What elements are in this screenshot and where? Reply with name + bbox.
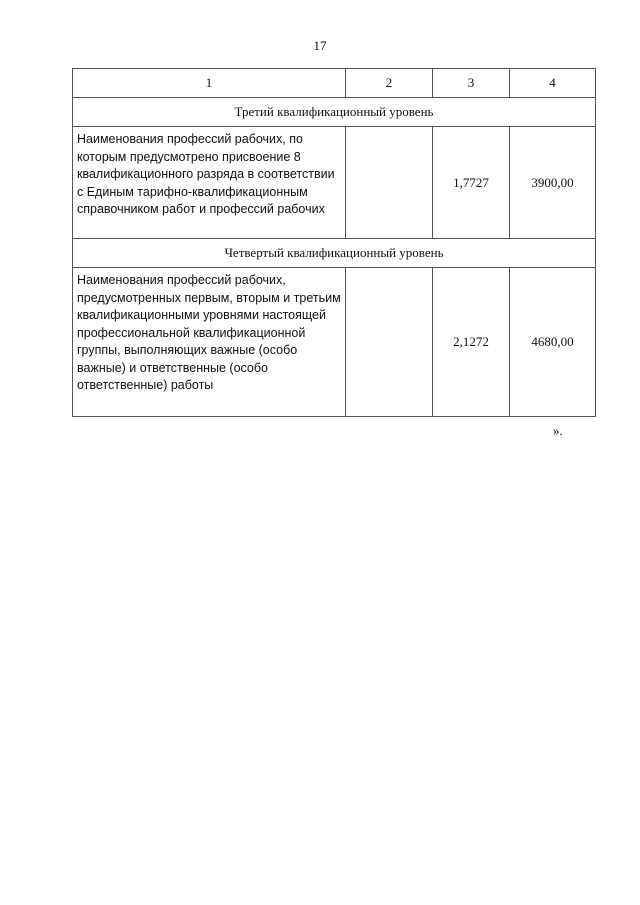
page-number: 17: [313, 38, 327, 53]
empty-cell: [346, 268, 433, 417]
header-cell-1: 1: [73, 69, 346, 98]
level-row-third: [73, 98, 596, 127]
header-cell-4: 4: [510, 69, 596, 98]
coefficient-value: 1,7727: [433, 127, 510, 239]
profession-description: Наименования профессий рабочих, по которым предусмотрено присвоение 8 квалификационного разряда в соответствии с Единым тарифно-квалификационным справочником работ и профессий рабочих: [73, 127, 346, 239]
table-row: [73, 127, 596, 239]
table-header-row: [73, 69, 596, 98]
table-row: [73, 268, 596, 417]
level-row-fourth: [73, 239, 596, 268]
level-title: Третий квалификационный уровень: [73, 98, 596, 127]
level-title: Четвертый квалификационный уровень: [73, 239, 596, 268]
salary-value: 3900,00: [510, 127, 596, 239]
salary-value: 4680,00: [510, 268, 596, 417]
empty-cell: [346, 127, 433, 239]
header-cell-3: 3: [433, 69, 510, 98]
profession-description: Наименования профессий рабочих, предусмотренных первым, вторым и третьим квалификационными уровнями настоящей профессиональной квалификационной группы, выполняющих важные (особо важные) и ответственные (особо ответственные) работы: [73, 268, 346, 417]
qualification-table: [72, 68, 596, 417]
coefficient-value: 2,1272: [433, 268, 510, 417]
header-cell-2: 2: [346, 69, 433, 98]
closing-quote-mark: ».: [553, 423, 563, 438]
